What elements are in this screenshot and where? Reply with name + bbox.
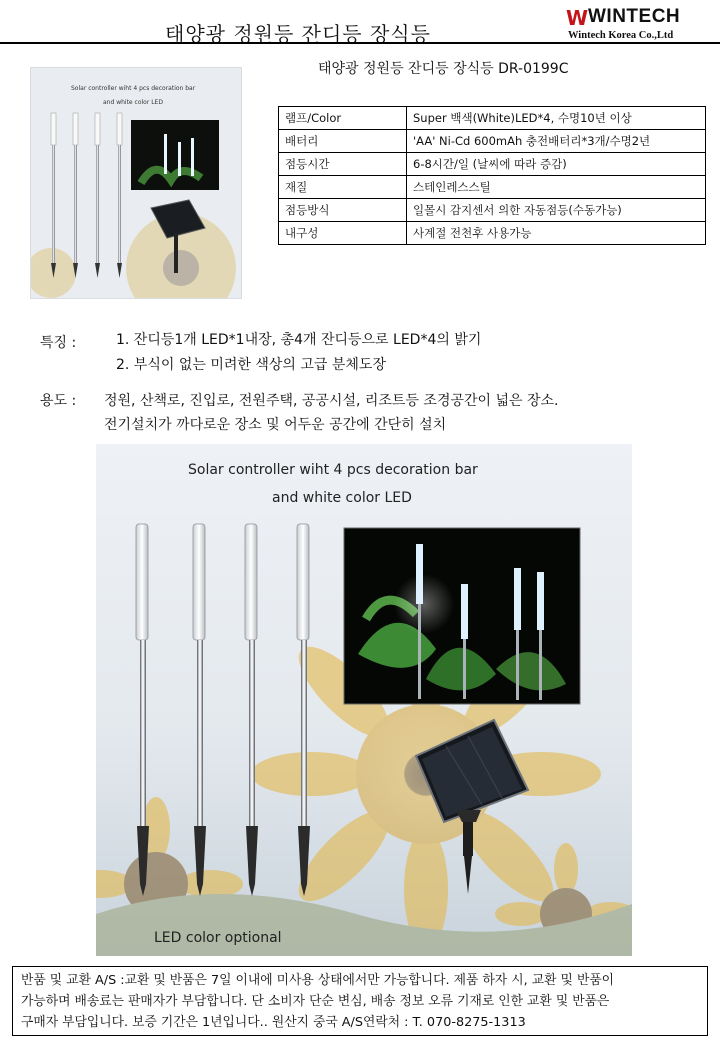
spec-key: 램프/Color (279, 107, 407, 130)
usage-label: 용도 : (40, 393, 77, 409)
feature-item: 2. 부식이 없는 미려한 색상의 고급 분체도장 (116, 357, 386, 373)
features-label: 특징 : (40, 335, 77, 351)
spec-key: 배터리 (279, 130, 407, 153)
spec-row-lamp (279, 107, 706, 130)
spec-key: 점등방식 (279, 199, 407, 222)
notice-line: 구매자 부담입니다. 보증 기간은 1년입니다.. 원산지 중국 A/S연락처 : T. 070-8275-1313 (21, 1015, 526, 1030)
spec-value: 일몰시 감지센서 의한 자동점등(수동가능) (407, 199, 706, 222)
product-title: 태양광 정원등 잔디등 장식등 DR-0199C (318, 61, 569, 77)
spec-value: Super 백색(White)LED*4, 수명10년 이상 (407, 107, 706, 130)
spec-table (278, 106, 706, 245)
led-color-note: LED color optional (154, 930, 282, 946)
spec-key: 재질 (279, 176, 407, 199)
header-divider (0, 42, 720, 44)
notice-line: 가능하며 배송료는 판매자가 부담합니다. 단 소비자 단순 변심, 배송 정보 오류 기재로 인한 교환 및 반품은 (21, 994, 610, 1009)
usage-line: 전기설치가 까다로운 장소 및 어두운 공간에 간단히 설치 (104, 417, 447, 433)
product-thumbnail-graphic (31, 68, 241, 298)
return-policy-notice (12, 966, 708, 1036)
usage-line: 정원, 산책로, 진입로, 전원주택, 공공시설, 리조트등 조경공간이 넓은 장소. (104, 393, 559, 409)
spec-row-lighting-method (279, 199, 706, 222)
thumb-caption-1: Solar controller wiht 4 pcs decoration bar (71, 85, 196, 92)
spec-value: 사계절 전천후 사용가능 (407, 222, 706, 245)
wintech-logo (566, 4, 716, 44)
spec-value: 'AA' Ni-Cd 600mAh 충전배터리*3개/수명2년 (407, 130, 706, 153)
product-thumbnail (30, 67, 242, 299)
spec-row-battery (279, 130, 706, 153)
wintech-logo-mark: W (566, 6, 589, 30)
main-caption-line2: and white color LED (272, 490, 412, 506)
spec-row-lighting-time (279, 153, 706, 176)
wintech-logo-brand: WINTECH (588, 6, 681, 27)
page-title: 태양광 정원등 잔디등 장식등 (165, 22, 431, 46)
spec-value: 6-8시간/일 (날씨에 따라 증감) (407, 153, 706, 176)
wintech-logo-subtitle: Wintech Korea Co.,Ltd (568, 30, 674, 41)
product-main-graphic (96, 444, 632, 956)
night-photo-inset (344, 528, 580, 704)
product-main-image (96, 444, 632, 956)
spec-key: 점등시간 (279, 153, 407, 176)
notice-line: 반품 및 교환 A/S :교환 및 반품은 7일 이내에 미사용 상태에서만 가능합니다. 제품 하자 시, 교환 및 반품이 (21, 973, 615, 988)
feature-item: 1. 잔디등1개 LED*1내장, 총4개 잔디등으로 LED*4의 밝기 (116, 332, 482, 348)
thumb-caption-2: and white color LED (103, 99, 163, 106)
spec-row-durability (279, 222, 706, 245)
spec-value: 스테인레스스틸 (407, 176, 706, 199)
spec-key: 내구성 (279, 222, 407, 245)
spec-row-material (279, 176, 706, 199)
main-caption-line1: Solar controller wiht 4 pcs decoration bar (188, 462, 478, 478)
